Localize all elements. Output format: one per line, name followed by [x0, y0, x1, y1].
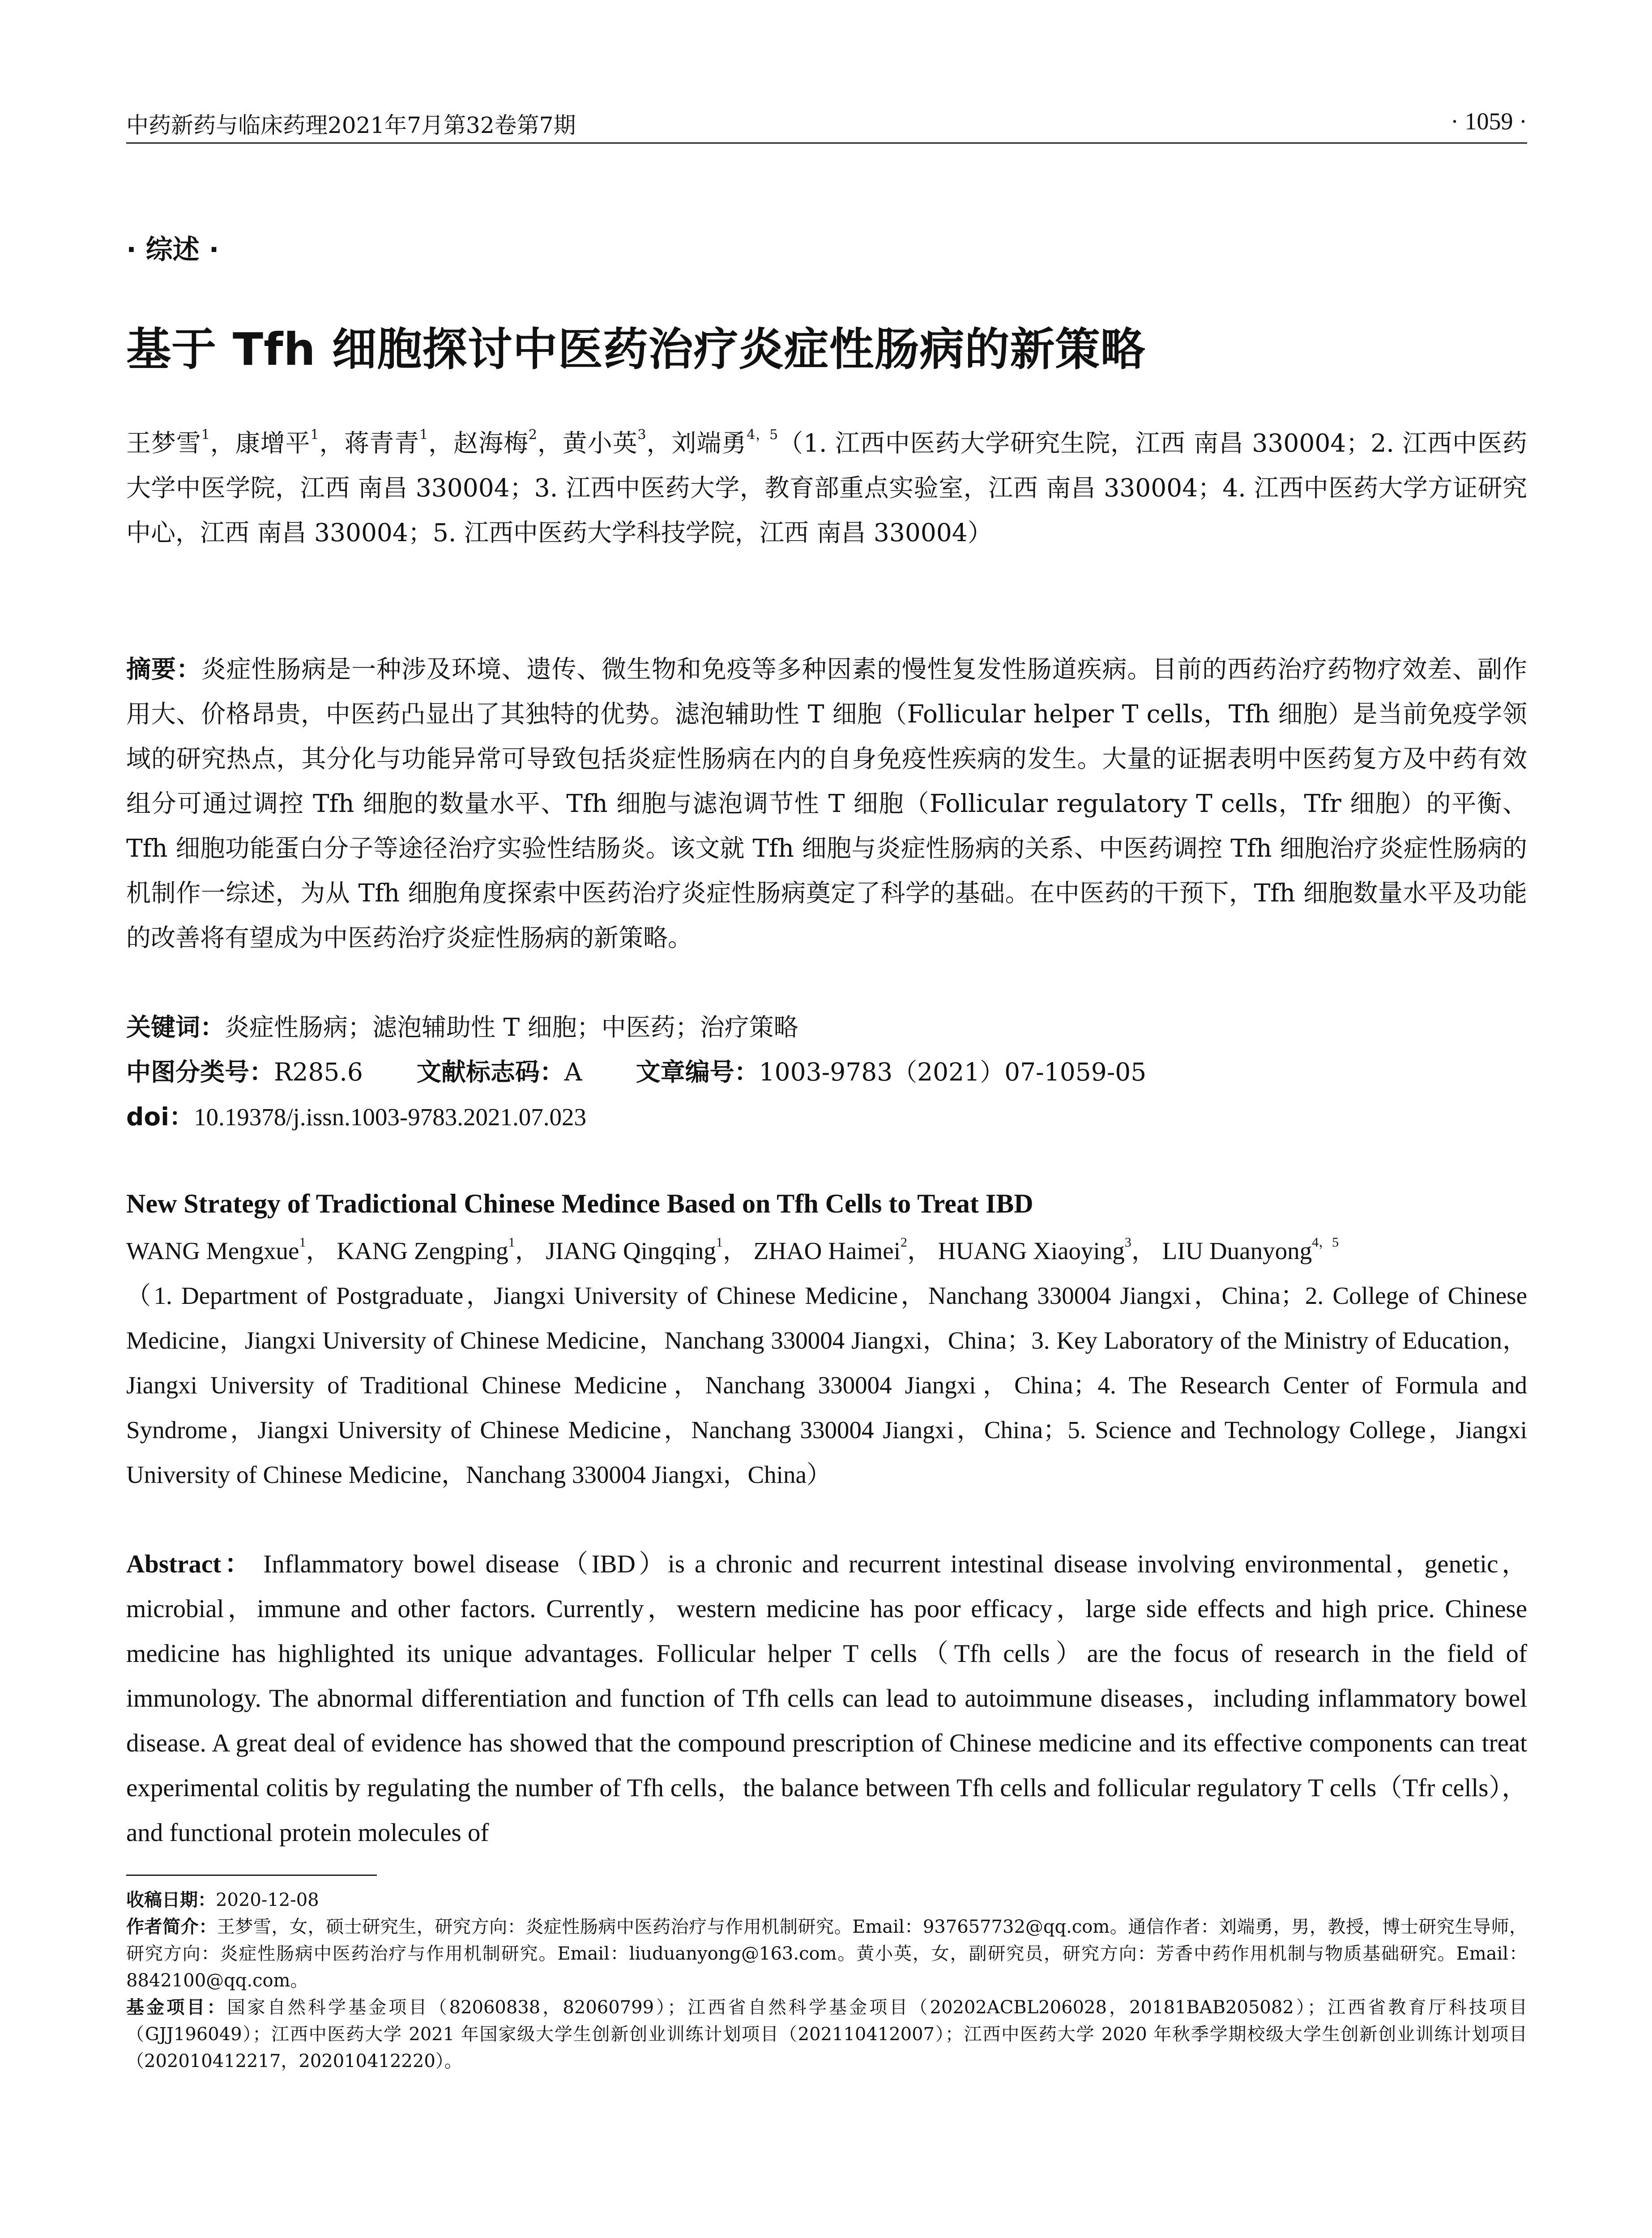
author-name: 王梦雪 [126, 429, 201, 457]
author-name-en: ZHAO Haimei [753, 1237, 901, 1264]
author-name: 康增平 [235, 429, 311, 457]
author-affiliation-mark: 4，5 [1312, 1235, 1339, 1250]
author-name-en: KANG Zengping [337, 1237, 508, 1264]
article-title-cn: 基于 Tfh 细胞探讨中医药治疗炎症性肠病的新策略 [126, 323, 1146, 376]
author-affiliation-mark: 3 [637, 427, 646, 443]
received-label: 收稿日期： [126, 1890, 216, 1910]
author-name: 蒋青青 [344, 429, 420, 457]
author-affiliation-mark: 4，5 [747, 427, 778, 443]
author-affiliation-mark: 2 [900, 1235, 907, 1250]
author-affiliation-mark: 1 [508, 1235, 515, 1250]
abstract-cn [126, 647, 1527, 960]
doi-label: doi： [126, 1102, 194, 1131]
keywords-cn [126, 1005, 1527, 1050]
keywords-cn-label: 关键词： [126, 1013, 225, 1042]
abstract-en [126, 1542, 1527, 1855]
keywords-cn-text: 炎症性肠病；滤泡辅助性 T 细胞；中医药；治疗策略 [225, 1013, 798, 1042]
received-date [126, 1887, 1527, 1913]
author-affiliation-mark: 2 [528, 427, 537, 443]
author-affiliation-mark: 1 [299, 1235, 306, 1250]
author-affiliation-mark: 1 [716, 1235, 723, 1250]
received-value: 2020-12-08 [216, 1890, 319, 1910]
classification-line [126, 1050, 1527, 1094]
funding [126, 1994, 1527, 2075]
page-number: · 1059 · [1451, 108, 1527, 135]
author-name-en: WANG Mengxue [126, 1237, 299, 1264]
abstract-en-label: Abstract： [126, 1550, 254, 1578]
running-head [126, 107, 1527, 143]
author-bio [126, 1913, 1527, 1994]
article-number-value: 1003-9783（2021）07-1059-05 [759, 1058, 1147, 1086]
author-name: 黄小英 [562, 429, 638, 457]
funding-label: 基金项目： [126, 1997, 227, 2018]
header-rule [126, 142, 1527, 144]
author-block-en: WANG Mengxue$^1$， KANG Zengping$^1$， JIANG Qingqing$^1$， ZHAO Haimei$^2$， HUANG Xiaoying$^3$， LIU Duanyong$^{4,5}$ [126, 1235, 1339, 1264]
clc-label: 中图分类号： [126, 1058, 274, 1086]
article-title-en: New Strategy of Tradictional Chinese Medince Based on Tfh Cells to Treat IBD [126, 1189, 1033, 1218]
footnotes [126, 1887, 1527, 2075]
article-number-label: 文章编号： [636, 1058, 759, 1086]
section-column-label: · 综述 · [126, 234, 219, 265]
journal-issue-info: 中药新药与临床药理2021年7月第32卷第7期 [126, 112, 576, 138]
abstract-cn-label: 摘要： [126, 655, 201, 683]
author-affiliation-mark: 1 [419, 427, 428, 443]
abstract-en-text: Inflammatory bowel disease（IBD）is a chronic and recurrent intestinal disease involving environmental，genetic，microbial，immune and other factors. Currently，western medicine has poor efficacy，large side effects and high price. Chinese medicine has highlighted its unique advantages. Follicular helper T cells（Tfh cells）are the focus of research in the field of immunology. The abnormal differentiation and function of Tfh cells can lead to autoimmune diseases，including inflammatory bowel disease. A great deal of evidence has showed that the compound prescription of Chinese medicine and its effective components can treat experimental colitis by regulating the number of Tfh cells，the balance between Tfh cells and follicular regulatory T cells（Tfr cells），and functional protein molecules of [126, 1550, 1528, 1847]
author-name: 赵海梅 [453, 429, 529, 457]
author-name-en: LIU Duanyong [1162, 1237, 1312, 1264]
doi-value: 10.19378/j.issn.1003-9783.2021.07.023 [194, 1103, 586, 1131]
author-affiliation-mark: 1 [310, 427, 319, 443]
document-code-label: 文献标志码： [416, 1058, 564, 1086]
author-affiliation-mark: 3 [1124, 1235, 1131, 1250]
author-block-cn: 王梦雪$^1$，康增平$^1$，蒋青青$^1$，赵海梅$^2$，黄小英$^3$，刘端勇$^{4,5}$（1. 江西中医药大学研究生院，江西 南昌 330004；2. 江西中医药大学中医学院，江西 南昌 330004；3. 江西中医药大学，教育部重点实验室，江西 南昌 330004；4. 江西中医药大学方证研究中心，江西 南昌 330004；5. 江西中医药大学科技学院，江西 南昌 330004） [126, 427, 1527, 547]
abstract-cn-text: 炎症性肠病是一种涉及环境、遗传、微生物和免疫等多种因素的慢性复发性肠道疾病。目前的西药治疗药物疗效差、副作用大、价格昂贵，中医药凸显出了其独特的优势。滤泡辅助性 T 细胞（Follicular helper T cells，Tfh 细胞）是当前免疫学领域的研究热点，其分化与功能异常可导致包括炎症性肠病在内的自身免疫性疾病的发生。大量的证据表明中医药复方及中药有效组分可通过调控 Tfh 细胞的数量水平、Tfh 细胞与滤泡调节性 T 细胞（Follicular regulatory T cells，Tfr 细胞）的平衡、Tfh 细胞功能蛋白分子等途径治疗实验性结肠炎。该文就 Tfh 细胞与炎症性肠病的关系、中医药调控 Tfh 细胞治疗炎症性肠病的机制作一综述，为从 Tfh 细胞角度探索中医药治疗炎症性肠病奠定了科学的基础。在中医药的干预下，Tfh 细胞数量水平及功能的改善将有望成为中医药治疗炎症性肠病的新策略。 [126, 655, 1527, 952]
author-bio-label: 作者简介： [126, 1917, 217, 1937]
author-bio-text: 王梦雪，女，硕士研究生，研究方向：炎症性肠病中医药治疗与作用机制研究。Email：937657732@qq.com。通信作者：刘端勇，男，教授，博士研究生导师，研究方向：炎症性肠病中医药治疗与作用机制研究。Email：liuduanyong@163.com。黄小英，女，副研究员，研究方向：芳香中药作用机制与物质基础研究。Email：8842100@qq.com。 [126, 1917, 1527, 1991]
doi-line [126, 1094, 1527, 1140]
document-code-value: A [564, 1058, 582, 1086]
footnote-rule [126, 1875, 377, 1876]
affiliations-cn: （1. 江西中医药大学研究生院，江西 南昌 330004；2. 江西中医药大学中医学院，江西 南昌 330004；3. 江西中医药大学，教育部重点实验室，江西 南昌 330004；4. 江西中医药大学方证研究中心，江西 南昌 330004；5. 江西中医药大学科技学院，江西 南昌 330004） [126, 429, 1527, 547]
author-affiliation-mark: 1 [201, 427, 210, 443]
affiliations-en: （1. Department of Postgraduate，Jiangxi University of Chinese Medicine，Nanchang 330004 Jiangxi，China；2. College of Chinese Medicine，Jiangxi University of Chinese Medicine，Nanchang 330004 Jiangxi，China；3. Key Laboratory of the Ministry of Education，Jiangxi University of Traditional Chinese Medicine，Nanchang 330004 Jiangxi，China；4. The Research Center of Formula and Syndrome，Jiangxi University of Chinese Medicine，Nanchang 330004 Jiangxi，China；5. Science and Technology College，Jiangxi University of Chinese Medicine，Nanchang 330004 Jiangxi，China） [126, 1282, 1527, 1488]
author-name-en: HUANG Xiaoying [938, 1237, 1125, 1264]
author-name-en: JIANG Qingqing [546, 1237, 716, 1264]
funding-text: 国家自然科学基金项目（82060838，82060799）；江西省自然科学基金项目（20202ACBL206028，20181BAB205082）；江西省教育厅科技项目（GJJ196049）；江西中医药大学 2021 年国家级大学生创新创业训练计划项目（202110412007）；江西中医药大学 2020 年秋季学期校级大学生创新创业训练计划项目（202010412217，202010412220）。 [126, 1997, 1527, 2071]
clc-value: R285.6 [274, 1058, 363, 1086]
author-name: 刘端勇 [671, 429, 747, 457]
